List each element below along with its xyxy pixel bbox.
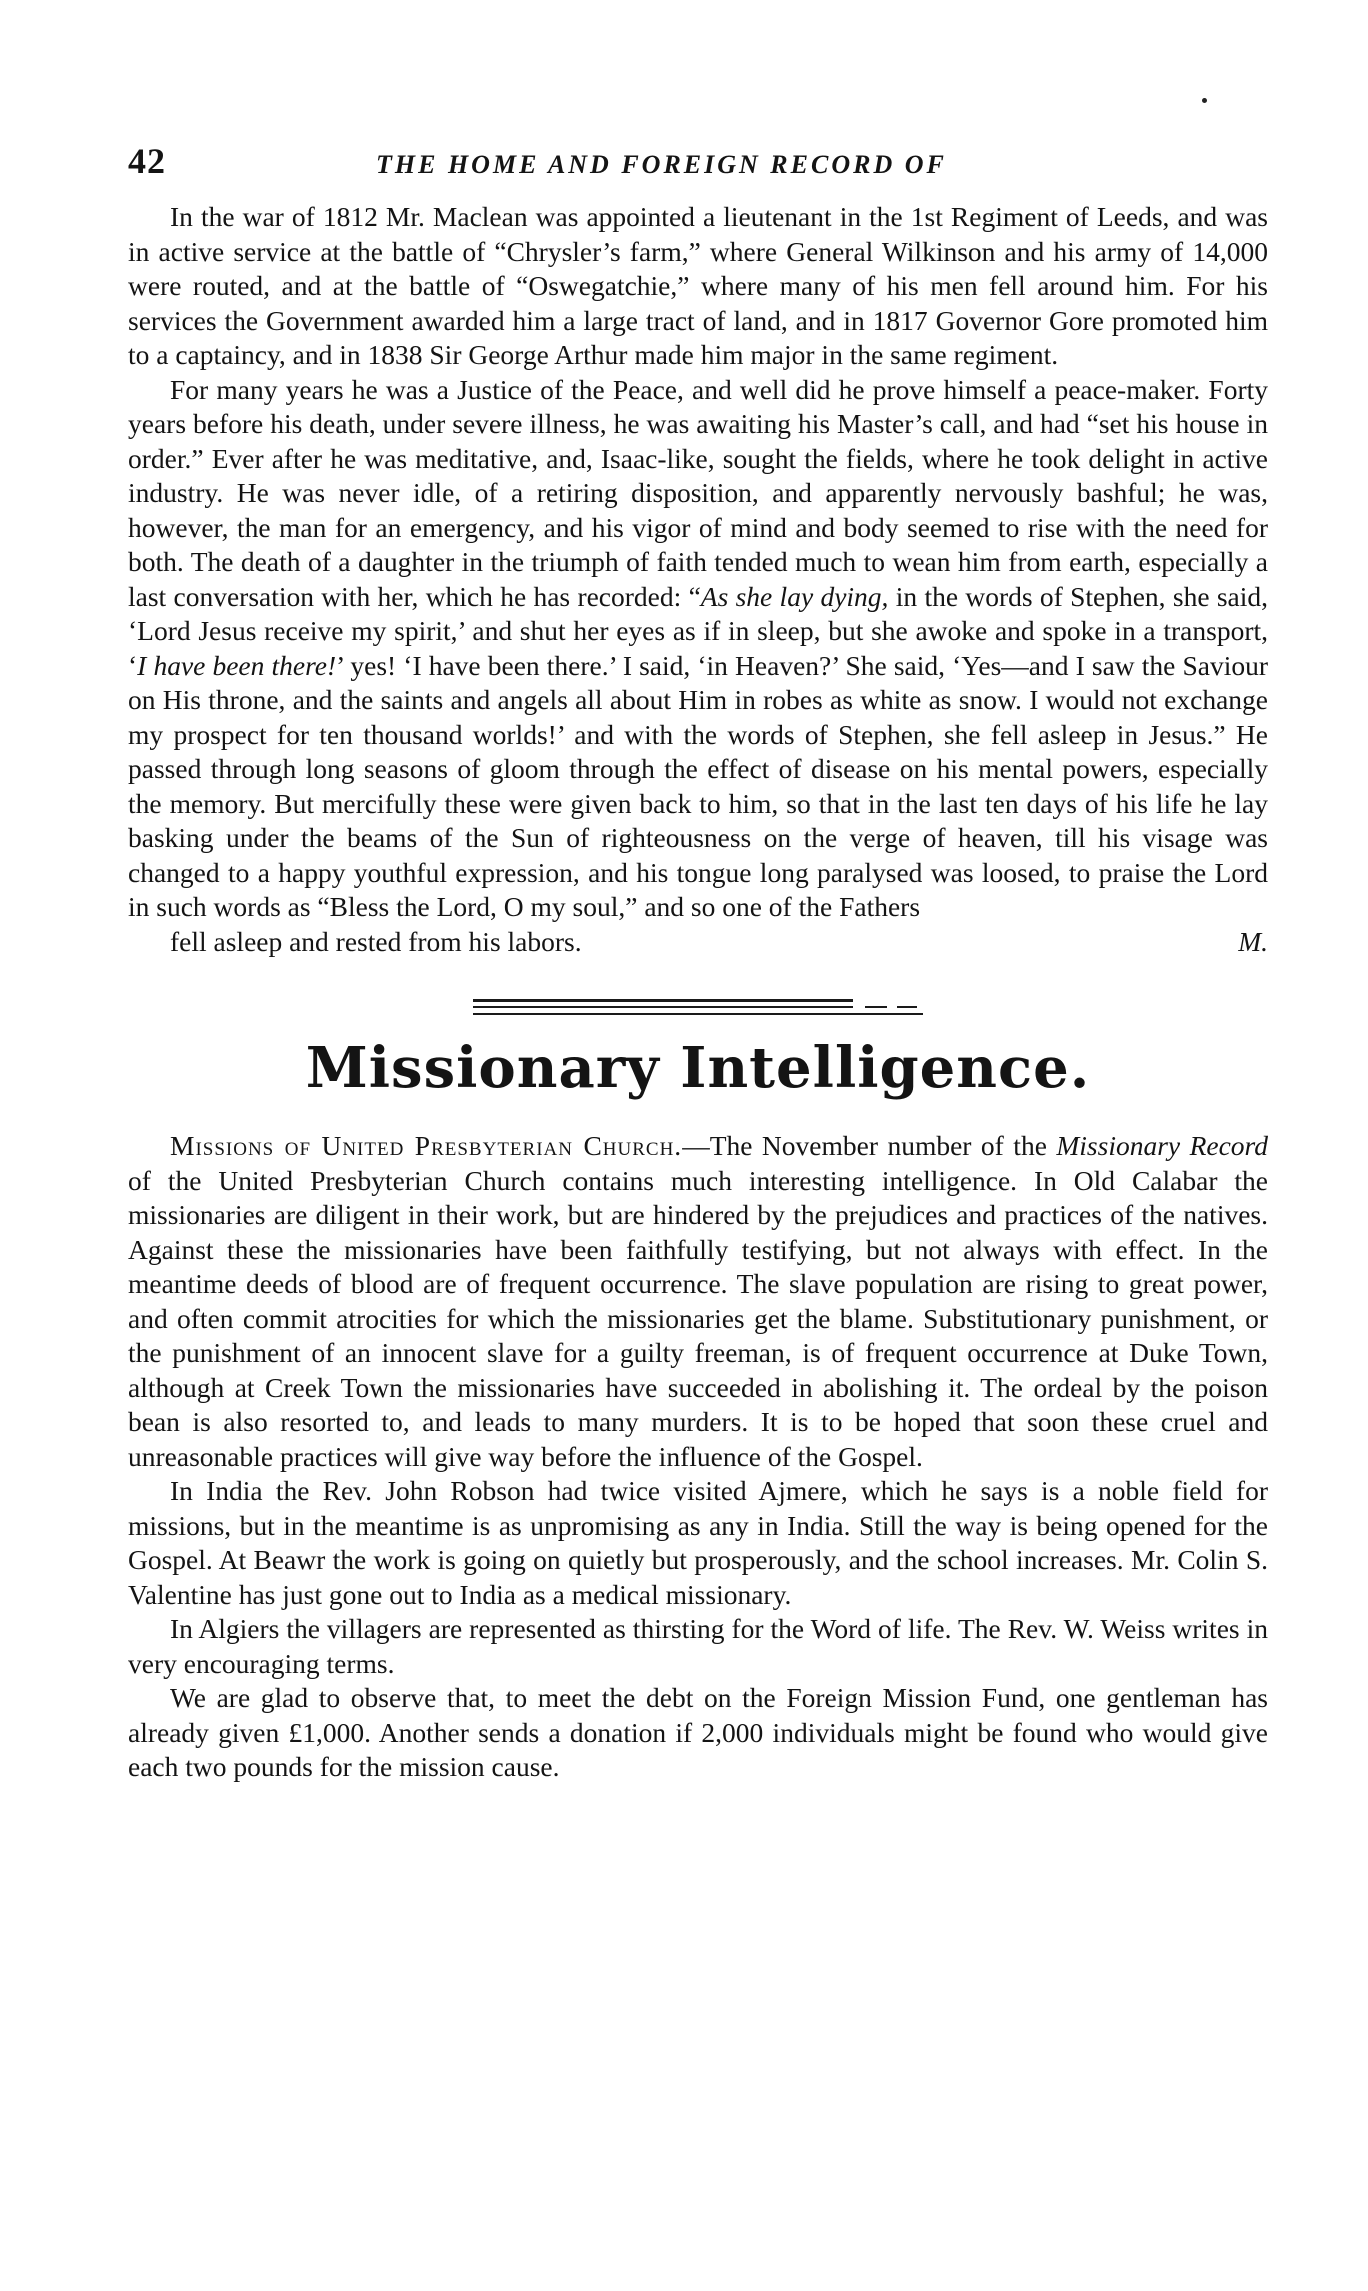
divider-dash-2 xyxy=(897,1006,917,1008)
obituary-signature: M. xyxy=(1238,925,1268,957)
obituary-paragraph-1: In the war of 1812 Mr. Maclean was appointed a lieutenant in the 1st Regiment of Leeds, and was in active service at the battle of “Chrysler’s farm,” where General Wilkinson and his army of 14,000 were routed, and at the battle of “Oswegatchie,” where many of his men fell around him. For his services the Government awarded him a large tract of land, and in 1817 Governor Gore promoted him to a captaincy, and in 1838 Sir George Arthur made him major in the same regiment. xyxy=(128,201,1268,370)
divider-rule-top xyxy=(473,999,853,1002)
missions-heading: Missions of United Presbyterian Church. xyxy=(170,1130,683,1161)
obituary-italic-b: I have been there! xyxy=(137,649,337,681)
page-number: 42 xyxy=(128,141,166,181)
missions-text-a: —The November number of the xyxy=(682,1130,1057,1161)
obituary-closing-text: fell asleep and rested from his labors. xyxy=(170,925,582,957)
missions-text-b: of the United Presbyterian Church contains much interesting intelligence. In Old Calabar the missionaries are diligent in their work, but are hindered by the prejudices and practices of the natives. Against these the missionaries have been faithfully testifying, but not always with effect. In the meantime deeds of blood are of frequent occurrence. The slave population are rising to great power, and often commit atrocities for which the missionaries get the blame. Substitutionary punishment, or the punishment of an innocent slave for a guilty freeman, is of frequent occurrence at Duke Town, although at Creek Town the missionaries have succeeded in abolishing it. The ordeal by the poison bean is also resorted to, and leads to many murders. It is to be hoped that soon these cruel and unreasonable practices will give way before the influence of the Gospel. xyxy=(128,1164,1268,1472)
obituary-text-b: in the words of Stephen, she said, ‘Lord Jesus receive my spirit,’ and shut her eyes as if in sleep, but she awoke and spoke in a transport, ‘ xyxy=(128,580,1268,681)
missions-record-title: Missionary Record xyxy=(1056,1130,1268,1161)
missions-paragraph-2: In India the Rev. John Robson had twice visited Ajmere, which he says is a noble field for missions, but in the meantime is as unpromising as any in India. Still the way is being opened for the Gospel. At Beawr the work is going on quietly but prosperously, and the school increases. Mr. Colin S. Valentine has just gone out to India as a medical missionary. xyxy=(128,1475,1268,1610)
section-title: Missionary Intelligence. xyxy=(305,1035,1091,1101)
obituary-paragraph-2 xyxy=(128,373,1268,960)
obituary-last-line xyxy=(128,925,1268,960)
divider-dash-1 xyxy=(865,1006,887,1008)
section-divider xyxy=(473,997,923,1019)
obituary-italic-a: As she lay dying, xyxy=(700,580,889,612)
page xyxy=(128,140,1268,1785)
running-head: THE HOME AND FOREIGN RECORD OF xyxy=(376,150,947,179)
missions-paragraph-1 xyxy=(128,1129,1268,1474)
stray-ink-dot xyxy=(1202,98,1207,103)
page-header xyxy=(128,140,1268,200)
obituary-text-a: For many years he was a Justice of the Peace, and well did he prove himself a peace-maker. Forty years before his death, under severe illness, he was awaiting his Master’s call, and had “set his house in order.” Ever after he was meditative, and, Isaac-like, sought the fields, where he took delight in active industry. He was never idle, of a retiring disposition, and apparently nervously bashful; he was, however, the man for an emergency, and his vigor of mind and body seemed to rise with the need for both. The death of a daughter in the triumph of faith tended much to wean him from earth, especially a last conversation with her, which he has recorded: “ xyxy=(128,373,1268,612)
missions-paragraph-3: In Algiers the villagers are represented as thirsting for the Word of life. The Rev. W. Weiss writes in very encouraging terms. xyxy=(128,1613,1268,1679)
divider-rule-middle xyxy=(473,1006,853,1008)
divider-rule-bottom xyxy=(473,1013,923,1015)
obituary-text-c: ’ yes! ‘I have been there.’ I said, ‘in Heaven?’ She said, ‘Yes—and I saw the Saviour on His throne, and the saints and angels all about Him in robes as white as snow. I would not exchange my prospect for ten thousand worlds!’ and with the words of Stephen, she fell asleep in Jesus.” He passed through long seasons of gloom through the effect of disease on his mental powers, especially the memory. But mercifully these were given back to him, so that in the last ten days of his life he lay basking under the beams of the Sun of righteousness on the verge of heaven, till his visage was changed to a happy youthful expression, and his tongue long paralysed was loosed, to praise the Lord in such words as “Bless the Lord, O my soul,” and so one of the Fathers xyxy=(128,649,1269,922)
missions-paragraph-4: We are glad to observe that, to meet the debt on the Foreign Mission Fund, one gentleman has already given £1,000. Another sends a donation if 2,000 individuals might be found who would give each two pounds for the mission cause. xyxy=(128,1682,1268,1782)
